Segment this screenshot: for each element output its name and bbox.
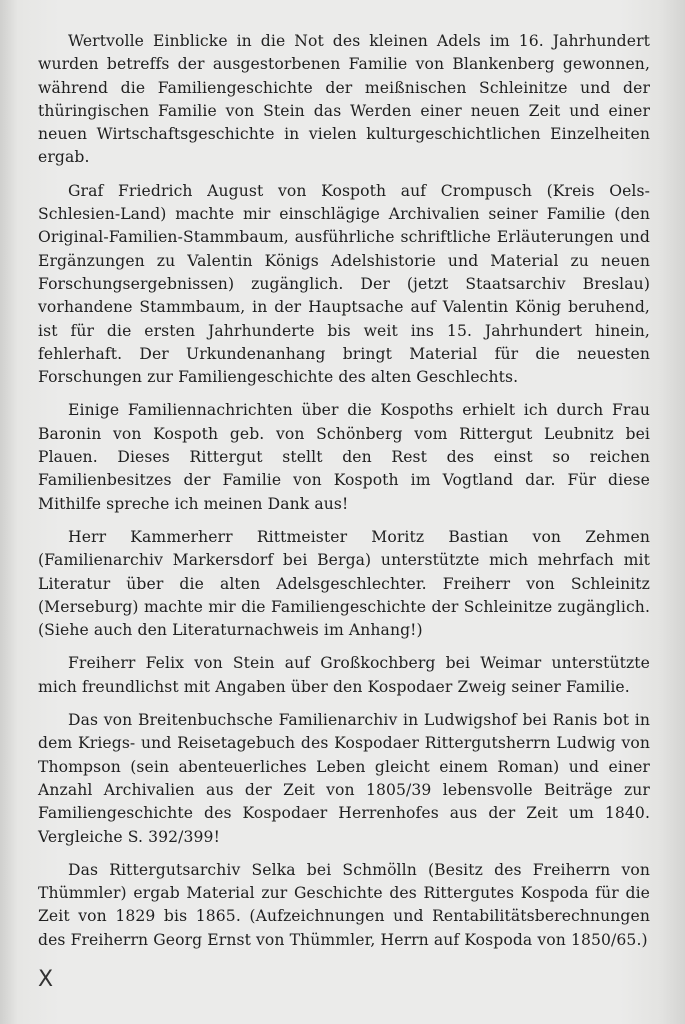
body-text xyxy=(38,30,650,962)
paragraph-5: Freiherr Felix von Stein auf Großkochberg bei Weimar unterstützte mich freundlichst mit Angaben über den Kospodaer Zweig seiner Familie. xyxy=(38,654,650,696)
page-number: X xyxy=(38,967,54,992)
paragraph-7: Das Rittergutsarchiv Selka bei Schmölln (Besitz des Freiherrn von Thümmler) ergab Material zur Geschichte des Rittergutes Kospoda für die Zeit von 1829 bis 1865. (Aufzeichnungen und Rentabilitätsberechnungen des Freiherrn Georg Ernst von Thümmler, Herrn auf Kospoda von 1850/65.) xyxy=(38,860,650,949)
paragraph-1: Wertvolle Einblicke in die Not des kleinen Adels im 16. Jahrhundert wurden betreffs der ausgestorbenen Familie von Blankenberg gewonnen, während die Familiengeschichte der meißnischen Schleinitze und der thüringischen Familie von Stein das Werden einer neuen Zeit und einer neuen Wirtschaftsgeschichte in vielen kulturgeschichtlichen Einzelheiten ergab. xyxy=(38,32,650,167)
paragraph-2: Graf Friedrich August von Kospoth auf Crompusch (Kreis Oels-Schlesien-Land) machte mir einschlägige Archivalien seiner Familie (den Original-Familien-Stammbaum, ausführliche schriftliche Erläuterungen und Ergänzungen zu Valentin Königs Adelshistorie und Material zu neuen Forschungsergebnissen) zugänglich. Der (jetzt Staatsarchiv Breslau) vorhandene Stammbaum, in der Hauptsache auf Valentin König beruhend, ist für die ersten Jahrhunderte bis weit ins 15. Jahrhundert hinein, fehlerhaft. Der Urkundenanhang bringt Material für die neuesten Forschungen zur Familiengeschichte des alten Geschlechts. xyxy=(38,181,650,387)
paragraph-6: Das von Breitenbuchsche Familienarchiv in Ludwigshof bei Ranis bot in dem Kriegs- und Reisetagebuch des Kospodaer Rittergutsherrn Ludwig von Thompson (sein abenteuerliches Leben gleicht einem Roman) und einer Anzahl Archivalien aus der Zeit von 1805/39 lebensvolle Beiträge zur Familiengeschichte des Kospodaer Herrenhofes aus der Zeit um 1840. Vergleiche S. 392/399! xyxy=(38,711,650,846)
paragraph-3: Einige Familiennachrichten über die Kospoths erhielt ich durch Frau Baronin von Kospoth geb. von Schönberg vom Rittergut Leubnitz bei Plauen. Dieses Rittergut stellt den Rest des einst so reichen Familienbesitzes der Familie von Kospoth im Vogtland dar. Für diese Mithilfe spreche ich meinen Dank aus! xyxy=(38,401,650,513)
paragraph-4: Herr Kammerherr Rittmeister Moritz Bastian von Zehmen (Familienarchiv Markersdorf bei Berga) unterstützte mich mehrfach mit Literatur über die alten Adelsgeschlechter. Freiherr von Schleinitz (Merseburg) machte mir die Familiengeschichte der Schleinitze zugänglich. (Siehe auch den Literaturnachweis im Anhang!) xyxy=(38,527,650,640)
